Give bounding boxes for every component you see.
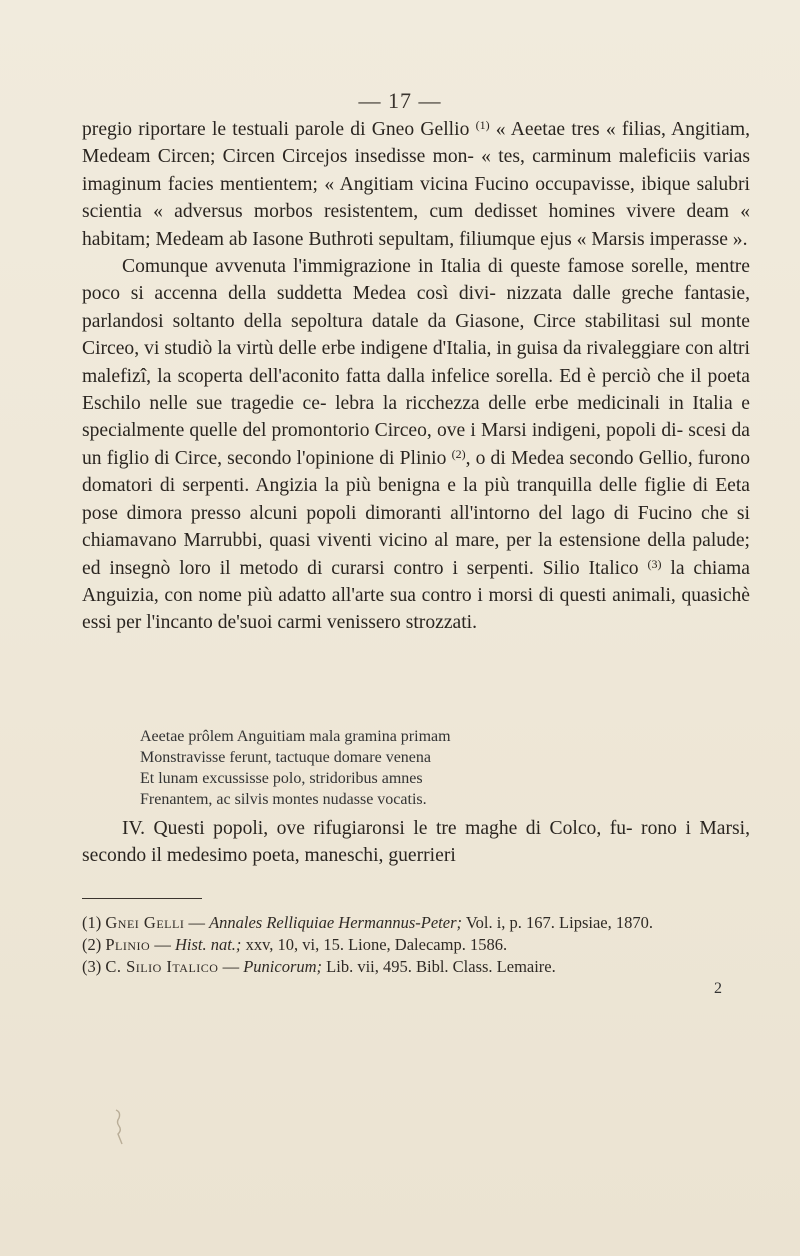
paragraph-2-text-a: Comunque avvenuta l'immigrazione in Italia di queste famose sorelle, mentre poco si accenna della suddetta Medea così divi- nizzata dalle greche fantasie, parlandosi soltanto della sepoltura datale da Giasone, Circe stabilitasi sul monte Circeo, vi studiò la virtù delle erbe indigene d'Italia, in guisa da rivaleggiare con altri malefizî, la scoperta dell'aconito fatta dalla infelice sorella. Ed è perciò che il poeta Eschilo nelle sue tragedie ce- lebra la ricchezza delle erbe medicinali in Italia e specialmente quelle del promontorio Circeo, ove i Marsi indigeni, popoli di- scesi da un figlio di Circe, secondo l'opinione di Plinio bbox=[82, 256, 750, 469]
footnote-separator: — bbox=[218, 957, 244, 976]
verse-line: Monstravisse ferunt, tactuque domare venena bbox=[140, 749, 432, 766]
paragraph-2 bbox=[82, 253, 750, 637]
paragraph-2-text-c: la chiama Anguizia, con nome più adatto all'arte sua contro i morsi di questi animali, quasichè essi per l'incanto de'suoi carmi venissero strozzati. bbox=[82, 557, 750, 634]
footnote-title: Punicorum; bbox=[243, 957, 323, 976]
footnote-separator: — bbox=[184, 913, 210, 932]
paragraph-2-text-b: , o di Medea secondo Gellio, furono domatori di serpenti. Angizia la più benigna e la più tranquilla delle figlie di Eeta pose dimora presso alcuni popoli dimoranti all'intorno del lago di Fucino che si chiamavano Marrubbi, quasi viventi vicino al mare, per la estensione della palude; ed insegnò loro il metodo di curarsi contro i serpenti. Silio Italico bbox=[82, 447, 750, 579]
verse-line: Aeetae prôlem Anguitiam mala gramina primam bbox=[140, 728, 451, 745]
signature-mark: 2 bbox=[714, 980, 722, 997]
footnote-author: Plinio bbox=[105, 935, 151, 954]
footnote-author: C. Silio Italico bbox=[105, 957, 219, 976]
page-number: — 17 — bbox=[358, 88, 442, 113]
footnote-ref-1: (1) bbox=[475, 118, 490, 132]
footnote-author: Gnei Gelli bbox=[105, 913, 185, 932]
footnote-title: Hist. nat.; bbox=[174, 935, 242, 954]
footnote-ref-2: (2) bbox=[451, 446, 466, 461]
paragraph-1-text-a: pregio riportare le testuali parole di Gneo Gellio bbox=[82, 119, 476, 140]
footnote-number: (2) bbox=[82, 935, 102, 954]
footnote-divider bbox=[82, 898, 202, 899]
footnote-separator: — bbox=[150, 935, 175, 954]
footnote-number: (3) bbox=[82, 957, 102, 976]
paragraph-4: IV. Questi popoli, ove rifugiaronsi le tre maghe di Colco, fu- rono i Marsi, secondo il medesimo poeta, maneschi, guerrieri bbox=[82, 818, 750, 867]
verse-line: Et lunam excussisse polo, stridoribus amnes bbox=[140, 770, 423, 787]
ink-smudge-icon bbox=[112, 1108, 126, 1148]
footnote-ref-3: (3) bbox=[647, 556, 662, 571]
paragraph-1 bbox=[82, 116, 750, 253]
footnote-2 bbox=[82, 934, 750, 956]
footnotes bbox=[82, 912, 750, 978]
verse-line: Frenantem, ac silvis montes nudasse vocatis. bbox=[140, 791, 427, 808]
footnote-title: Annales Relliquiae Hermannus-Peter; bbox=[209, 913, 463, 932]
paragraph-1-text-b: « Aeetae tres « filias, Angitiam, Medeam Circen; Circen Circejos insedisse mon- « tes, carminum maleficiis varias imaginum facies mentientem; « Angitiam vicina Fucino occupavisse, ibique salubri scientia « adversus morbos resistentem, cum dedisset homines vivere deam « habitam; Medeam ab Iasone Buthroti sepultam, filiumque ejus « Marsis imperasse ». bbox=[82, 119, 750, 250]
latin-verse bbox=[140, 726, 700, 810]
footnote-rest: xxv, 10, vi, 15. Lione, Dalecamp. 1586. bbox=[241, 935, 508, 954]
section-iv bbox=[82, 815, 750, 870]
main-text bbox=[82, 116, 750, 637]
footnote-1 bbox=[82, 912, 750, 934]
footnote-number: (1) bbox=[82, 913, 102, 932]
footnote-3 bbox=[82, 956, 750, 978]
footnote-rest: Vol. i, p. 167. Lipsiae, 1870. bbox=[462, 913, 653, 932]
footnote-rest: Lib. vii, 495. Bibl. Class. Lemaire. bbox=[322, 957, 556, 976]
